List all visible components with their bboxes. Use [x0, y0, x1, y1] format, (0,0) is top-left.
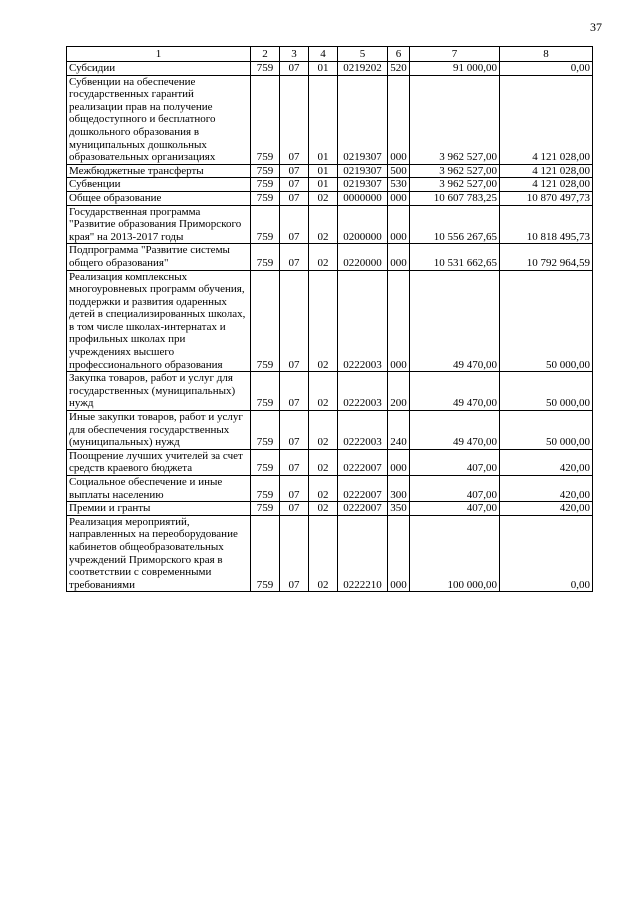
amount-year1-cell: 407,00	[410, 502, 500, 516]
code-type-cell: 000	[388, 449, 410, 475]
table-row	[67, 75, 593, 164]
amount-year1-cell: 407,00	[410, 476, 500, 502]
table-row	[67, 502, 593, 516]
code-target-cell: 0200000	[338, 205, 388, 244]
row-name-cell: Общее образование	[67, 191, 251, 205]
code-type-cell: 000	[388, 515, 410, 592]
code-section-cell: 07	[280, 178, 309, 192]
code-target-cell: 0222210	[338, 515, 388, 592]
code-ministry-cell: 759	[251, 270, 280, 372]
amount-year1-cell: 3 962 527,00	[410, 164, 500, 178]
column-header: 1	[67, 47, 251, 62]
code-target-cell: 0219202	[338, 62, 388, 76]
code-section-cell: 07	[280, 205, 309, 244]
table-header-row	[67, 47, 593, 62]
code-ministry-cell: 759	[251, 476, 280, 502]
code-type-cell: 000	[388, 244, 410, 270]
table-row	[67, 205, 593, 244]
code-section-cell: 07	[280, 244, 309, 270]
code-subsection-cell: 01	[309, 164, 338, 178]
amount-year1-cell: 49 470,00	[410, 372, 500, 411]
amount-year1-cell: 49 470,00	[410, 270, 500, 372]
code-type-cell: 350	[388, 502, 410, 516]
row-name-cell: Закупка товаров, работ и услуг для государственных (муниципальных) нужд	[67, 372, 251, 411]
code-target-cell: 0000000	[338, 191, 388, 205]
code-section-cell: 07	[280, 411, 309, 450]
budget-table	[66, 46, 593, 592]
code-target-cell: 0222003	[338, 270, 388, 372]
code-section-cell: 07	[280, 75, 309, 164]
amount-year2-cell: 10 818 495,73	[500, 205, 593, 244]
code-ministry-cell: 759	[251, 205, 280, 244]
code-section-cell: 07	[280, 191, 309, 205]
column-header: 5	[338, 47, 388, 62]
code-type-cell: 520	[388, 62, 410, 76]
amount-year2-cell: 10 792 964,59	[500, 244, 593, 270]
row-name-cell: Подпрограмма "Развитие системы общего образования"	[67, 244, 251, 270]
code-subsection-cell: 02	[309, 270, 338, 372]
amount-year1-cell: 10 556 267,65	[410, 205, 500, 244]
amount-year1-cell: 3 962 527,00	[410, 178, 500, 192]
amount-year1-cell: 10 607 783,25	[410, 191, 500, 205]
code-subsection-cell: 01	[309, 62, 338, 76]
amount-year1-cell: 3 962 527,00	[410, 75, 500, 164]
table-row	[67, 244, 593, 270]
code-subsection-cell: 02	[309, 244, 338, 270]
amount-year1-cell: 100 000,00	[410, 515, 500, 592]
table-row	[67, 515, 593, 592]
row-name-cell: Реализация комплексных многоуровневых программ обучения, поддержки и развития одаренных детей в специализированных школах, в том числе школах-интернатах и профильных школах при учреждениях высшего профессионального образования	[67, 270, 251, 372]
code-section-cell: 07	[280, 476, 309, 502]
code-type-cell: 000	[388, 75, 410, 164]
code-ministry-cell: 759	[251, 178, 280, 192]
code-target-cell: 0219307	[338, 164, 388, 178]
code-type-cell: 000	[388, 270, 410, 372]
amount-year2-cell: 420,00	[500, 502, 593, 516]
table-row	[67, 164, 593, 178]
code-section-cell: 07	[280, 502, 309, 516]
table-row	[67, 372, 593, 411]
amount-year2-cell: 50 000,00	[500, 411, 593, 450]
table-row	[67, 191, 593, 205]
code-type-cell: 000	[388, 191, 410, 205]
amount-year2-cell: 50 000,00	[500, 270, 593, 372]
page-number: 37	[590, 20, 602, 34]
code-type-cell: 500	[388, 164, 410, 178]
code-ministry-cell: 759	[251, 244, 280, 270]
row-name-cell: Иные закупки товаров, работ и услуг для обеспечения государственных (муниципальных) нужд	[67, 411, 251, 450]
code-subsection-cell: 02	[309, 449, 338, 475]
code-ministry-cell: 759	[251, 75, 280, 164]
amount-year2-cell: 4 121 028,00	[500, 178, 593, 192]
table-row	[67, 178, 593, 192]
code-subsection-cell: 02	[309, 191, 338, 205]
row-name-cell: Субсидии	[67, 62, 251, 76]
code-ministry-cell: 759	[251, 411, 280, 450]
code-section-cell: 07	[280, 270, 309, 372]
column-header: 4	[309, 47, 338, 62]
amount-year2-cell: 420,00	[500, 449, 593, 475]
code-ministry-cell: 759	[251, 372, 280, 411]
code-target-cell: 0222003	[338, 372, 388, 411]
row-name-cell: Реализация мероприятий, направленных на переоборудование кабинетов общеобразовательных учреждений Приморского края в соответствии с современными требованиями	[67, 515, 251, 592]
row-name-cell: Субвенции на обеспечение государственных гарантий реализации прав на получение общедоступного и бесплатного дошкольного образования в муниципальных дошкольных образовательных организациях	[67, 75, 251, 164]
code-target-cell: 0222007	[338, 502, 388, 516]
amount-year2-cell: 4 121 028,00	[500, 75, 593, 164]
amount-year2-cell: 10 870 497,73	[500, 191, 593, 205]
code-ministry-cell: 759	[251, 164, 280, 178]
row-name-cell: Межбюджетные трансферты	[67, 164, 251, 178]
code-target-cell: 0220000	[338, 244, 388, 270]
code-target-cell: 0219307	[338, 75, 388, 164]
code-target-cell: 0222007	[338, 449, 388, 475]
code-target-cell: 0222003	[338, 411, 388, 450]
code-subsection-cell: 02	[309, 372, 338, 411]
code-type-cell: 530	[388, 178, 410, 192]
column-header: 2	[251, 47, 280, 62]
code-subsection-cell: 02	[309, 476, 338, 502]
amount-year2-cell: 0,00	[500, 515, 593, 592]
amount-year1-cell: 91 000,00	[410, 62, 500, 76]
code-type-cell: 200	[388, 372, 410, 411]
code-subsection-cell: 02	[309, 502, 338, 516]
table-row	[67, 270, 593, 372]
row-name-cell: Социальное обеспечение и иные выплаты населению	[67, 476, 251, 502]
code-subsection-cell: 02	[309, 515, 338, 592]
table-row	[67, 411, 593, 450]
code-section-cell: 07	[280, 372, 309, 411]
amount-year2-cell: 420,00	[500, 476, 593, 502]
code-type-cell: 300	[388, 476, 410, 502]
code-ministry-cell: 759	[251, 62, 280, 76]
code-subsection-cell: 01	[309, 178, 338, 192]
column-header: 8	[500, 47, 593, 62]
row-name-cell: Субвенции	[67, 178, 251, 192]
table-row	[67, 449, 593, 475]
amount-year1-cell: 10 531 662,65	[410, 244, 500, 270]
column-header: 6	[388, 47, 410, 62]
code-section-cell: 07	[280, 164, 309, 178]
code-section-cell: 07	[280, 515, 309, 592]
code-subsection-cell: 02	[309, 411, 338, 450]
code-section-cell: 07	[280, 62, 309, 76]
code-ministry-cell: 759	[251, 191, 280, 205]
code-type-cell: 000	[388, 205, 410, 244]
table-row	[67, 62, 593, 76]
column-header: 7	[410, 47, 500, 62]
column-header: 3	[280, 47, 309, 62]
code-ministry-cell: 759	[251, 515, 280, 592]
row-name-cell: Государственная программа "Развитие образования Приморского края" на 2013-2017 годы	[67, 205, 251, 244]
code-ministry-cell: 759	[251, 449, 280, 475]
code-section-cell: 07	[280, 449, 309, 475]
row-name-cell: Поощрение лучших учителей за счет средств краевого бюджета	[67, 449, 251, 475]
code-target-cell: 0222007	[338, 476, 388, 502]
table-row	[67, 476, 593, 502]
amount-year2-cell: 4 121 028,00	[500, 164, 593, 178]
code-ministry-cell: 759	[251, 502, 280, 516]
code-type-cell: 240	[388, 411, 410, 450]
code-subsection-cell: 02	[309, 205, 338, 244]
code-target-cell: 0219307	[338, 178, 388, 192]
row-name-cell: Премии и гранты	[67, 502, 251, 516]
amount-year2-cell: 0,00	[500, 62, 593, 76]
amount-year1-cell: 49 470,00	[410, 411, 500, 450]
amount-year1-cell: 407,00	[410, 449, 500, 475]
code-subsection-cell: 01	[309, 75, 338, 164]
amount-year2-cell: 50 000,00	[500, 372, 593, 411]
